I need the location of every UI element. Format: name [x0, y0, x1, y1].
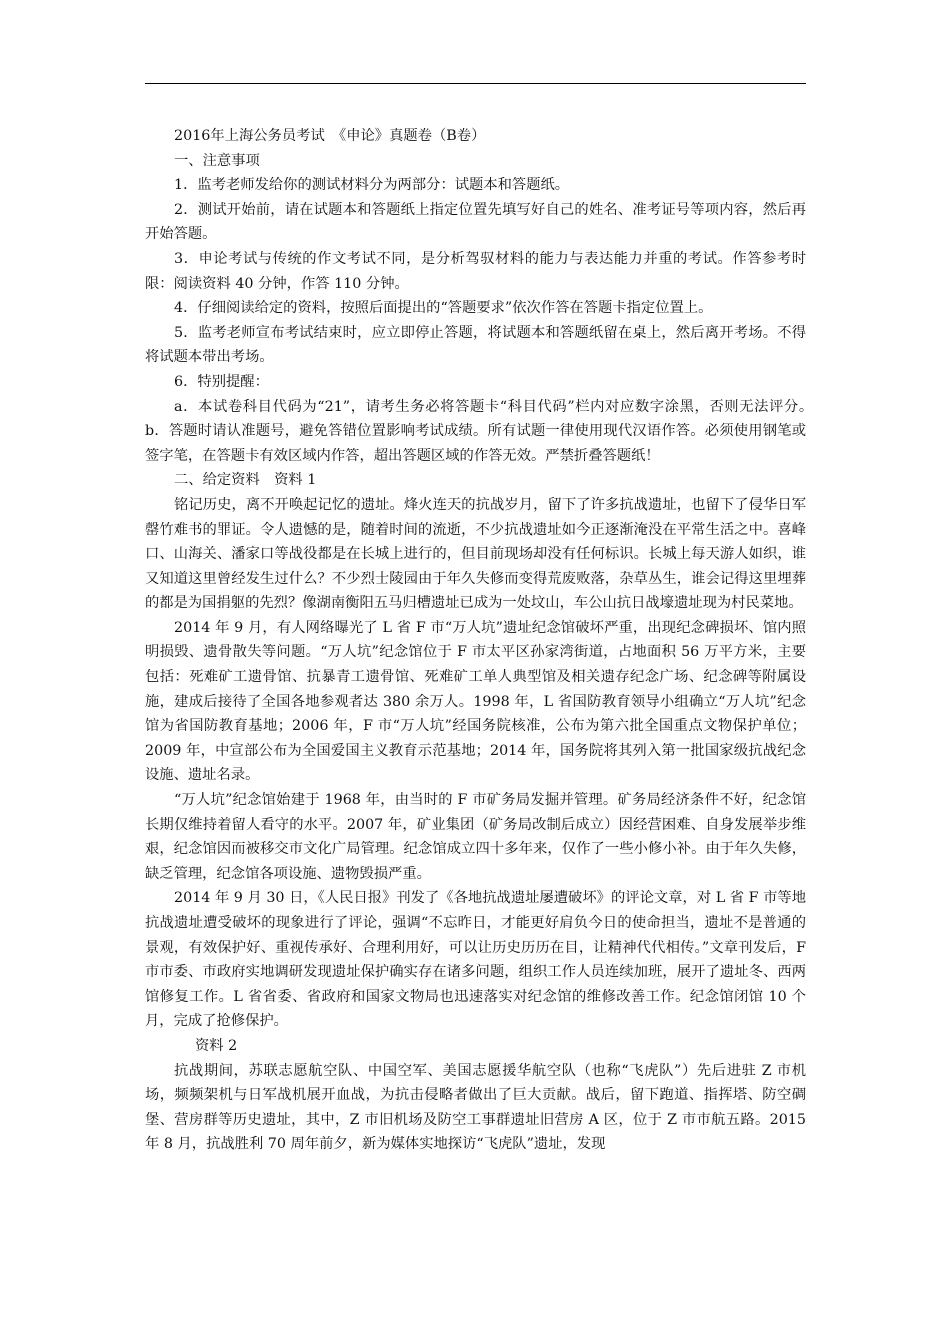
document-body [145, 124, 821, 1157]
material-paragraph: 2014 年 9 月 30 日，《人民日报》刊发了《各地抗战遗址屡遭破坏》的评论文章，对 L 省 F 市等地抗战遗址遭受破坏的现象进行了评论，强调“不忘昨日，才能更好肩负今日的使命担当，遗址不是普通的景观，有效保护好、重视传承好、合理利用好，可以让历史历历在目，让精神代代相传。”文章刊发后，F 市市委、市政府实地调研发现遗址保护确实存在诸多问题，组织工作人员连续加班，展开了遗址冬、西两馆修复工作。L 省省委、省政府和国家文物局也迅速落实对纪念馆的维修改善工作。纪念馆闭馆 10 个月，完成了抢修保护。 [145, 890, 806, 1030]
note-item: 6．特别提醒： [174, 373, 269, 390]
section-heading-materials: 二、给定资料 资料 1 [174, 472, 317, 489]
note-item: 3．申论考试与传统的作文考试不同，是分析驾驭材料的能力与表达能力并重的考试。作答参考时限：阅读资料 40 分钟，作答 110 分钟。 [145, 250, 806, 292]
material-paragraph: 铭记历史，离不开唤起记忆的遗址。烽火连天的抗战岁月，留下了许多抗战遗址，也留下了侵华日军罄竹难书的罪证。令人遗憾的是，随着时间的流逝，不少抗战遗址如今正逐渐淹没在平常生活之中。喜峰口、山海关、潘家口等战役都是在长城上进行的，但目前现场却没有任何标识。长城上每天游人如织，谁又知道这里曾经发生过什么？不少烈士陵园由于年久失修而变得荒废败落，杂草丛生，谁会记得这里埋葬的都是为国捐躯的先烈？像湖南衡阳五马归槽遗址已成为一处坟山，车公山抗日战壕遗址现为村民菜地。 [145, 496, 806, 612]
material-paragraph: 抗战期间，苏联志愿航空队、中国空军、美国志愿援华航空队（也称“飞虎队”）先后进驻 Z 市机场，频频架机与日军战机展开血战，为抗击侵略者做出了巨大贡献。战后，留下跑道、指挥塔、防空碉堡、营房群等历史遗址，其中，Z 市旧机场及防空工事群遗址旧营房 A 区，位于 Z 市市航五路。2015 年 8 月，抗战胜利 70 周年前夕，新为媒体实地探访“飞虎队”遗址，发现 [145, 1062, 806, 1153]
special-note: a．本试卷科目代码为“21”，请考生务必将答题卡“科目代码”栏内对应数字涂黑，否则无法评分。 b．答题时请认准题号，避免答错位置影响考试成绩。所有试题一律使用现代汉语作答。必须使用钢笔或签字笔，在答题卡有效区域内作答，超出答题区域的作答无效。严禁折叠答题纸！ [145, 398, 821, 464]
material-paragraph: “万人坑”纪念馆始建于 1968 年，由当时的 F 市矿务局发掘并管理。矿务局经济条件不好，纪念馆长期仅维持着留人看守的水平。2007 年，矿业集团（矿务局改制后成立）因经营困难、自身发展举步维艰，纪念馆因而被移交市文化广局管理。纪念馆成立四十多年来，仅作了一些小修小补。由于年久失修，缺乏管理，纪念馆各项设施、遗物毁损严重。 [145, 792, 806, 882]
section-heading-notes: 一、注意事项 [174, 152, 260, 169]
material-paragraph: 2014 年 9 月，有人网络曝光了 L 省 F 市“万人坑”遗址纪念馆破坏严重，出现纪念碑损坏、馆内照明损毁、遗骨散失等问题。“万人坑”纪念馆位于 F 市太平区孙家湾街道，占地面积 56 万平方米，主要包括：死难矿工遗骨馆、抗暴青工遗骨馆、死难矿工单人典型馆及相关遗存纪念广场、纪念碑等附属设施，建成后接待了全国各地参观者达 380 余万人。1998 年，L 省国防教育领导小组确立“万人坑”纪念馆为省国防教育基地；2006 年，F 市“万人坑”经国务院核准，公布为第六批全国重点文物保护单位；2009 年，中宣部公布为全国爱国主义教育示范基地；2014 年，国务院将其列入第一批国家级抗战纪念设施、遗址名录。 [145, 619, 806, 784]
header-rule [145, 83, 806, 84]
note-item: 4．仔细阅读给定的资料，按照后面提出的“答题要求”依次作答在答题卡指定位置上。 [174, 300, 713, 317]
note-item: 1．监考老师发给你的测试材料分为两部分：试题本和答题纸。 [174, 177, 570, 194]
note-item: 2．测试开始前，请在试题本和答题纸上指定位置先填写好自己的姓名、准考证号等项内容，然后再开始答题。 [145, 201, 806, 243]
exam-title: 2016年上海公务员考试 《申论》真题卷（B卷） [174, 128, 486, 144]
material-heading: 资料 2 [195, 1037, 238, 1054]
note-item: 5．监考老师宣布考试结束时，应立即停止答题，将试题本和答题纸留在桌上，然后离开考场。不得将试题本带出考场。 [145, 324, 806, 366]
